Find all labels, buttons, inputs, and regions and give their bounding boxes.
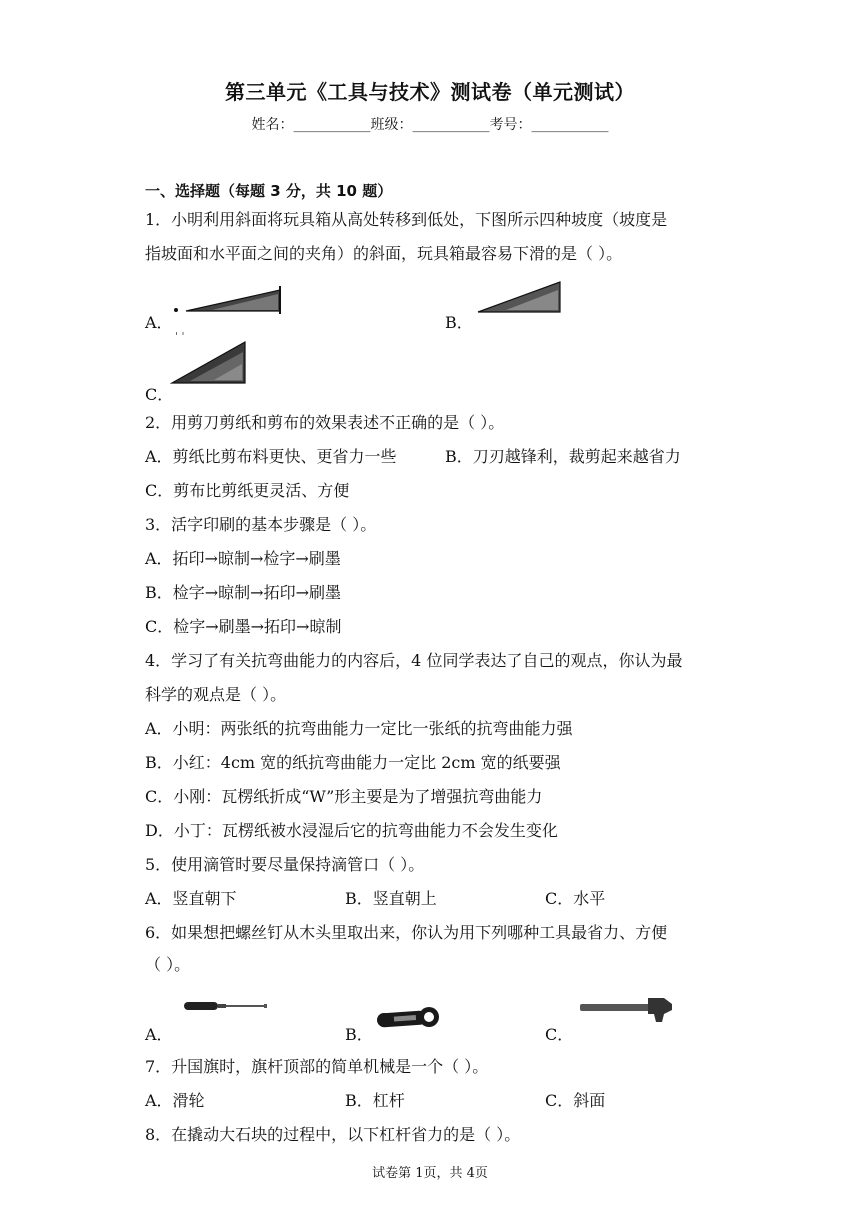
question-5-option-a: A．竖直朝下 [145, 889, 237, 908]
question-1-option-c-label: C． [145, 385, 174, 404]
question-1-option-a-label: A． [145, 313, 173, 332]
question-3-option-a: A．拓印→晾制→检字→刷墨 [145, 549, 341, 568]
question-3-stem: 3．活字印刷的基本步骤是（ ）。 [145, 515, 377, 534]
question-7-option-b: B．杠杆 [345, 1091, 405, 1110]
slope-image-c [170, 340, 248, 386]
question-5-option-c: C．水平 [545, 889, 606, 908]
page-footer: 试卷第 1页，共 4页 [372, 1166, 488, 1181]
question-4-stem-line2: 科学的观点是（ ）。 [145, 685, 287, 704]
question-4-stem-line1: 4．学习了有关抗弯曲能力的内容后，4 位同学表达了自己的观点，你认为最 [145, 651, 683, 670]
question-6-option-b-label: B． [345, 1025, 373, 1044]
page-title: 第三单元《工具与技术》测试卷（单元测试） [225, 80, 635, 104]
question-4-option-d: D．小丁：瓦楞纸被水浸湿后它的抗弯曲能力不会发生变化 [145, 821, 558, 840]
hammer-icon [578, 994, 674, 1024]
slope-image-a [172, 284, 284, 316]
question-4-option-a: A．小明：两张纸的抗弯曲能力一定比一张纸的抗弯曲能力强 [145, 719, 573, 738]
question-1-stem-line1: 1．小明利用斜面将玩具箱从高处转移到低处，下图所示四种坡度（坡度是 [145, 210, 668, 229]
question-4-option-b: B．小红：4cm 宽的纸抗弯曲能力一定比 2cm 宽的纸要强 [145, 753, 561, 772]
question-3-option-c: C．检字→刷墨→拓印→晾制 [145, 617, 342, 636]
question-2-option-c: C．剪布比剪纸更灵活、方便 [145, 481, 350, 500]
wrench-icon [372, 1004, 442, 1032]
student-info-line: 姓名：___________班级：___________考号：___________ [251, 117, 609, 133]
question-2-stem: 2．用剪刀剪纸和剪布的效果表述不正确的是（ ）。 [145, 413, 505, 432]
question-6-stem-line2: （ ）。 [145, 955, 191, 974]
question-8-stem: 8．在撬动大石块的过程中，以下杠杆省力的是（ ）。 [145, 1125, 521, 1144]
question-5-option-b: B．竖直朝上 [345, 889, 437, 908]
slope-image-b [476, 280, 564, 316]
question-7-stem: 7．升国旗时，旗杆顶部的简单机械是一个（ ）。 [145, 1057, 489, 1076]
question-6-option-c-label: C． [545, 1025, 574, 1044]
question-2-option-b: B．刀刃越锋利，裁剪起来越省力 [445, 447, 681, 466]
scan-marks: ' ' [175, 330, 185, 343]
question-1-option-b-label: B． [445, 313, 473, 332]
question-5-stem: 5．使用滴管时要尽量保持滴管口（ ）。 [145, 855, 425, 874]
question-1-stem-line2: 指坡面和水平面之间的夹角）的斜面，玩具箱最容易下滑的是（ ）。 [145, 244, 623, 263]
question-6-option-a-label: A． [145, 1025, 173, 1044]
question-2-option-a: A．剪纸比剪布料更快、更省力一些 [145, 447, 397, 466]
question-7-option-c: C．斜面 [545, 1091, 606, 1110]
screwdriver-icon [182, 998, 268, 1014]
section-heading: 一、选择题（每题 3 分，共 10 题） [145, 182, 393, 200]
question-7-option-a: A．滑轮 [145, 1091, 205, 1110]
question-3-option-b: B．检字→晾制→拓印→刷墨 [145, 583, 341, 602]
question-6-stem-line1: 6．如果想把螺丝钉从木头里取出来，你认为用下列哪种工具最省力、方便 [145, 923, 668, 942]
question-4-option-c: C．小刚：瓦楞纸折成“W”形主要是为了增强抗弯曲能力 [145, 787, 543, 806]
